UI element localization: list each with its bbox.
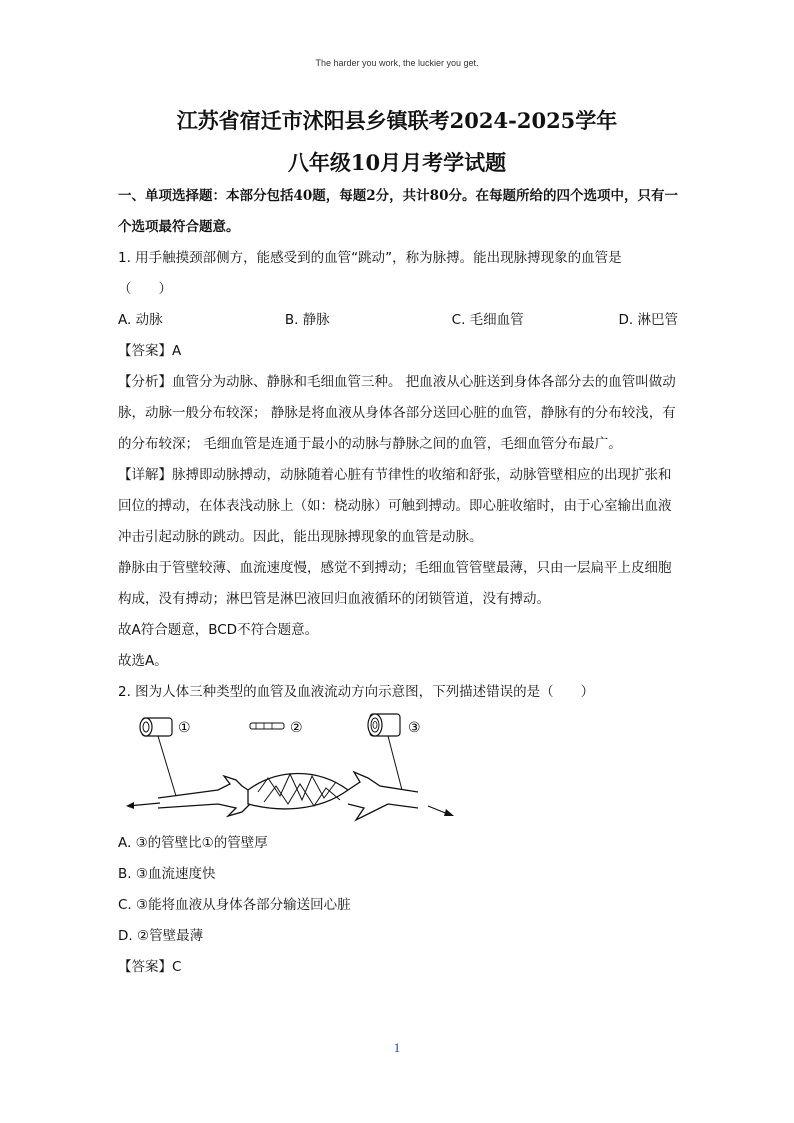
- q2-option-c: C. ③能将血液从身体各部分输送回心脏: [118, 897, 351, 913]
- section-heading: 一、单项选择题：本部分包括40题，每题2分，共计80分。在每题所给的四个选项中，只有一个选项最符合题意。: [118, 188, 678, 235]
- q2-answer: 【答案】C: [118, 959, 182, 975]
- q1-detail-2: 静脉由于管壁较薄、血流速度慢，感觉不到搏动；毛细血管管壁最薄，只由一层扁平上皮细胞构成，没有搏动；淋巴管是淋巴液回归血液循环的闭锁管道，没有搏动。: [118, 560, 672, 607]
- q1-stem-line-1: 1. 用手触摸颈部侧方，能感受到的血管“跳动”，称为脉搏。能出现脉搏现象的血管是: [118, 250, 622, 266]
- q1-detail-3: 故A符合题意，BCD不符合题意。: [118, 622, 319, 638]
- figure-label-1: ①: [178, 720, 191, 736]
- q2-stem: 2. 图为人体三种类型的血管及血液流动方向示意图，下列描述错误的是（ ）: [118, 684, 595, 700]
- q1-stem-line-2: （ ）: [118, 281, 172, 297]
- q1-answer: 【答案】A: [118, 343, 182, 359]
- q1-detail-1: 【详解】脉搏即动脉搏动，动脉随着心脏有节律性的收缩和舒张，动脉管壁相应的出现扩张和回位的搏动，在体表浅动脉上（如：桡动脉）可触到搏动。即心脏收缩时，由于心室输出血液冲击引起动脉的跳动。因此，能出现脉搏现象的血管是动脉。: [118, 467, 672, 545]
- q2-option-b: B. ③血流速度快: [118, 866, 216, 882]
- title-line-1: 江苏省宿迁市沭阳县乡镇联考2024-2025学年: [176, 108, 618, 133]
- blood-vessel-diagram: [118, 708, 458, 828]
- q1-option-a: A. 动脉: [118, 312, 163, 328]
- q1-detail-4: 故选A。: [118, 653, 168, 669]
- q1-options: [118, 305, 678, 336]
- blood-vessel-figure: [118, 708, 678, 828]
- q2-option-d: D. ②管壁最薄: [118, 928, 204, 944]
- figure-label-3: ③: [408, 720, 421, 736]
- q2-option-a: A. ③的管壁比①的管壁厚: [118, 835, 268, 851]
- page-content: [118, 181, 678, 983]
- figure-label-2: ②: [290, 720, 303, 736]
- q1-analysis: 【分析】血管分为动脉、静脉和毛细血管三种。 把血液从心脏送到身体各部分去的血管叫做动脉，动脉一般分布较深； 静脉是将血液从身体各部分送回心脏的血管，静脉有的分布较浅，有的分布较深； 毛细血管是连通于最小的动脉与静脉之间的血管，毛细血管分布最广。: [118, 374, 676, 452]
- q1-option-c: C. 毛细血管: [451, 312, 524, 328]
- page-number: 1: [393, 1040, 401, 1055]
- header-motto: The harder you work, the luckier you get.: [315, 58, 479, 68]
- q1-option-b: B. 静脉: [284, 312, 330, 328]
- q1-option-d: D. 淋巴管: [618, 312, 678, 328]
- title-line-2: 八年级10月月考学试题: [287, 150, 507, 175]
